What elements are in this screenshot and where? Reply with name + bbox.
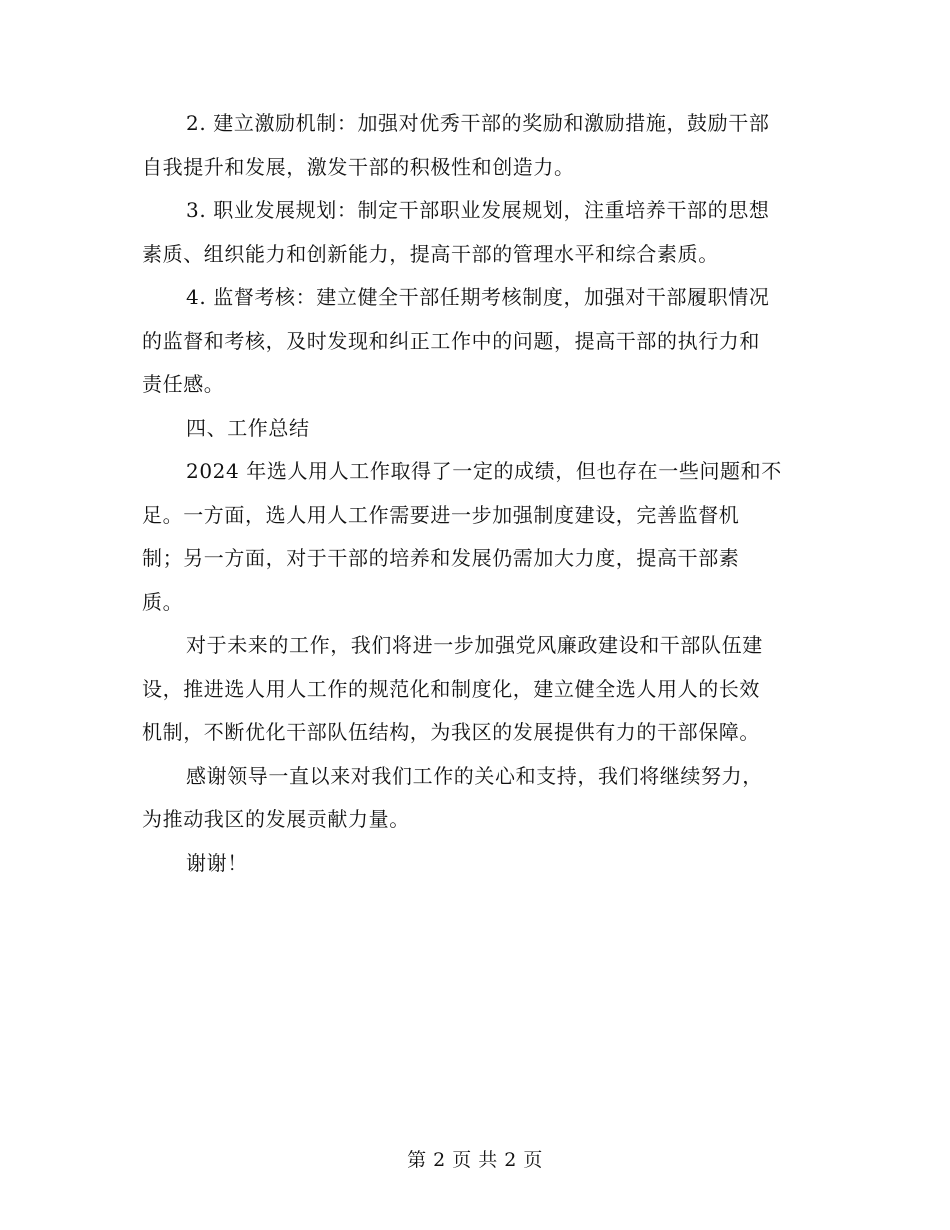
paragraph-summary-1 [142, 450, 812, 624]
section-heading [142, 407, 812, 451]
paragraph-item-2 [142, 102, 812, 189]
text-line: 为推动我区的发展贡献力量。 [142, 807, 410, 831]
heading-text: 四、工作总结 [186, 415, 310, 440]
text-line: 2024 年选人用人工作取得了一定的成绩，但也存在一些问题和不 [186, 459, 782, 483]
text-line: 感谢领导一直以来对我们工作的关心和支持，我们将继续努力， [186, 763, 763, 788]
text-line: 自我提升和发展，激发干部的积极性和创造力。 [142, 154, 575, 179]
text-line: 谢谢！ [186, 850, 248, 875]
document-body [142, 102, 812, 885]
text-line: 责任感。 [142, 372, 225, 396]
paragraph-summary-2 [142, 624, 812, 755]
text-line: 制；另一方面，对于干部的培养和发展仍需加大力度，提高干部素 [142, 546, 740, 570]
text-line: 足。一方面，选人用人工作需要进一步加强制度建设，完善监督机 [142, 502, 740, 527]
text-line: 对于未来的工作，我们将进一步加强党风廉政建设和干部队伍建 [186, 633, 763, 657]
paragraph-item-3 [142, 189, 812, 276]
text-line: 3. 职业发展规划：制定干部职业发展规划，注重培养干部的思想 [186, 198, 770, 222]
text-line: 质。 [142, 589, 184, 614]
text-line: 4. 监督考核：建立健全干部任期考核制度，加强对干部履职情况 [186, 285, 770, 309]
paragraph-closing [142, 842, 812, 886]
text-line: 机制，不断优化干部队伍结构，为我区的发展提供有力的干部保障。 [142, 720, 760, 744]
paragraph-thanks [142, 755, 812, 842]
text-line: 素质、组织能力和创新能力，提高干部的管理水平和综合素质。 [142, 241, 719, 266]
paragraph-item-4 [142, 276, 812, 407]
text-line: 的监督和考核，及时发现和纠正工作中的问题，提高干部的执行力和 [142, 328, 760, 353]
page-number-footer: 第 2 页 共 2 页 [407, 1149, 543, 1171]
text-line: 2. 建立激励机制：加强对优秀干部的奖励和激励措施，鼓励干部 [186, 111, 770, 135]
text-line: 设，推进选人用人工作的规范化和制度化，建立健全选人用人的长效 [142, 676, 760, 701]
